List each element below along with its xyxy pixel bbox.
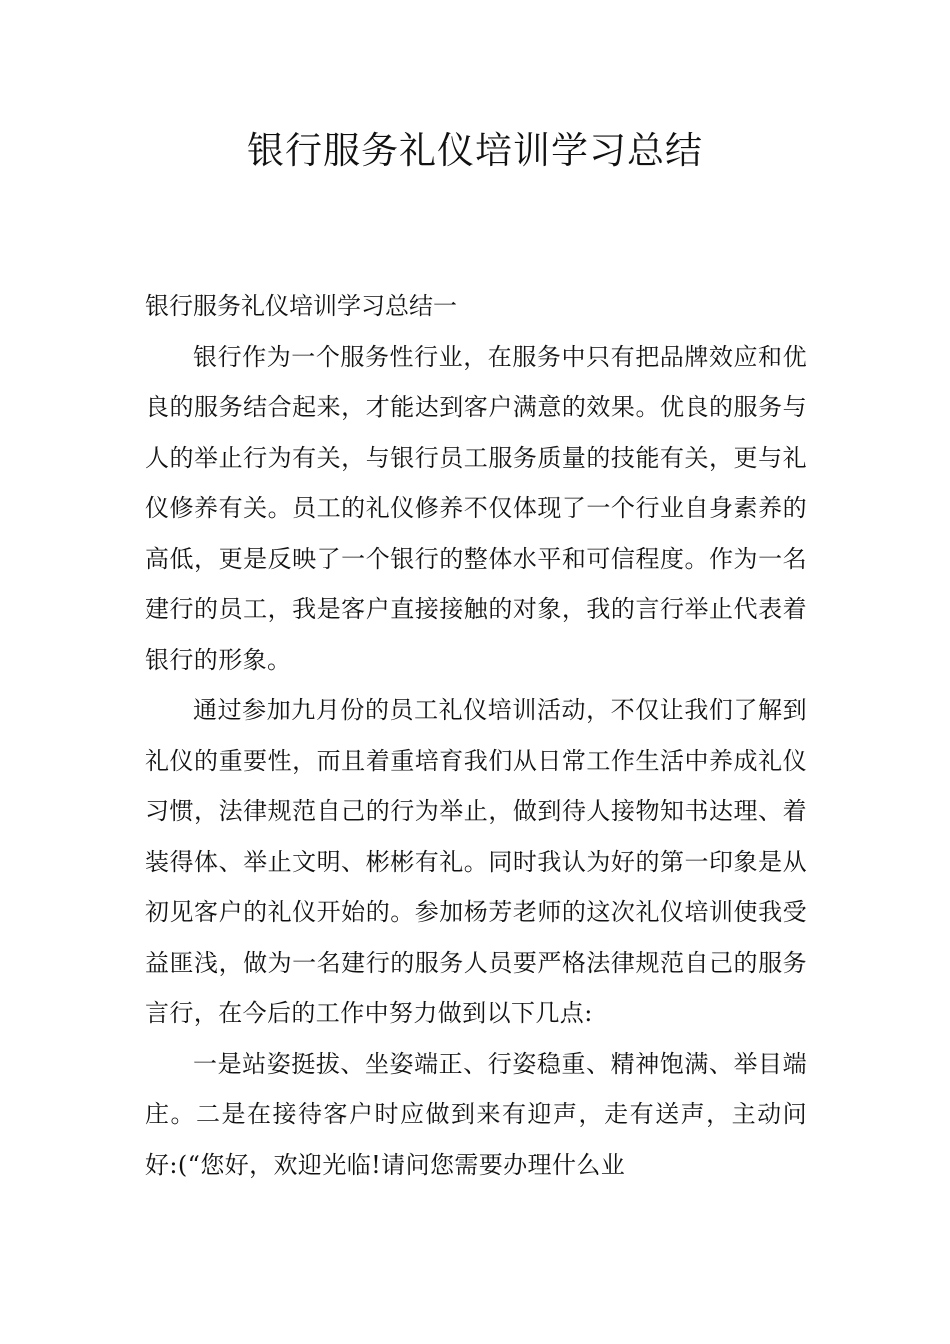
paragraph-1: 银行作为一个服务性行业，在服务中只有把品牌效应和优良的服务结合起来，才能达到客户满意的效果。优良的服务与人的举止行为有关，与银行员工服务质量的技能有关，更与礼仪修养有关。员工的礼仪修养不仅体现了一个行业自身素养的高低，更是反映了一个银行的整体水平和可信程度。作为一名建行的员工，我是客户直接接触的对象，我的言行举止代表着银行的形象。 [145, 342, 807, 674]
section-subtitle: 银行服务礼仪培训学习总结一 [145, 292, 457, 320]
paragraph-3: 一是站姿挺拔、坐姿端正、行姿稳重、精神饱满、举目端庄。二是在接待客户时应做到来有迎声，走有送声，主动问好:(“您好，欢迎光临!请问您需要办理什么业 [145, 1049, 807, 1179]
paragraph-2: 通过参加九月份的员工礼仪培训活动，不仅让我们了解到礼仪的重要性，而且着重培育我们从日常工作生活中养成礼仪习惯，法律规范自己的行为举止，做到待人接物知书达理、着装得体、举止文明、彬彬有礼。同时我认为好的第一印象是从初见客户的礼仪开始的。参加杨芳老师的这次礼仪培训使我受益匪浅，做为一名建行的服务人员要严格法律规范自己的服务言行，在今后的工作中努力做到以下几点: [145, 696, 807, 1027]
document-title: 银行服务礼仪培训学习总结 [247, 129, 703, 172]
document-body [145, 281, 807, 1190]
